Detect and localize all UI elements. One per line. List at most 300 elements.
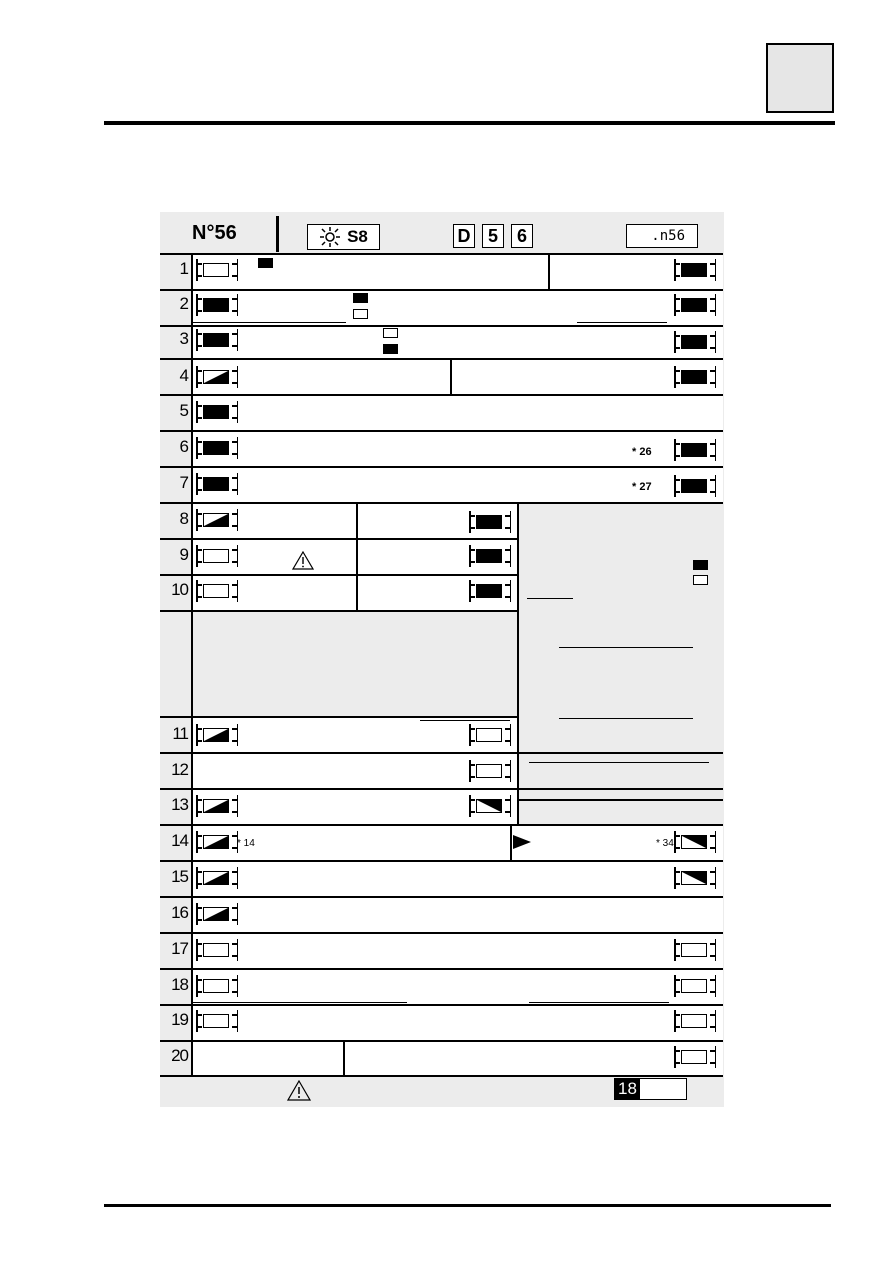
rule-line	[529, 1002, 669, 1003]
fuse-tick	[710, 298, 716, 300]
fuse-icon	[196, 903, 238, 925]
fuse-tick	[505, 561, 511, 563]
row-number: 9	[179, 545, 188, 564]
fuse-tick	[196, 477, 202, 479]
rule-line	[193, 322, 346, 323]
fuse-body	[476, 728, 502, 742]
fuse-tick	[232, 441, 238, 443]
header-divider	[276, 216, 279, 252]
rule-line	[420, 720, 510, 721]
fuse-tick	[710, 335, 716, 337]
cell-bg	[193, 897, 723, 933]
row-number: 3	[179, 329, 188, 348]
fuse-icon	[469, 545, 511, 567]
row-separator	[160, 752, 723, 754]
fuse-body	[681, 298, 707, 312]
fuse-tick	[232, 811, 238, 813]
fuse-tick	[196, 728, 202, 730]
fuse-tick	[469, 764, 475, 766]
fuse-tick	[469, 561, 475, 563]
fuse-icon	[674, 259, 716, 281]
fuse-tick	[196, 275, 202, 277]
rule-line	[529, 762, 709, 763]
fuse-tick	[710, 1050, 716, 1052]
rule-line	[445, 574, 517, 575]
fuse-tick	[232, 310, 238, 312]
corner-tab	[766, 43, 834, 113]
row-number: 13	[171, 795, 188, 814]
fuse-body	[203, 333, 229, 347]
fuse-tick	[674, 455, 680, 457]
indicator-square	[258, 258, 273, 268]
fuse-tick	[232, 979, 238, 981]
fuse-tick	[710, 443, 716, 445]
fuse-tick	[232, 477, 238, 479]
row-separator	[160, 716, 518, 718]
row-number: 11	[172, 724, 188, 743]
fuse-body	[681, 871, 707, 885]
fuse-tick	[196, 310, 202, 312]
fuse-tick	[469, 728, 475, 730]
fuse-icon	[196, 975, 238, 997]
fuse-tick	[232, 1014, 238, 1016]
fuse-tick	[469, 799, 475, 801]
fuse-tick	[505, 527, 511, 529]
row-separator	[160, 325, 723, 327]
fuse-icon	[674, 867, 716, 889]
fuse-tick	[196, 835, 202, 837]
fuse-tick	[674, 943, 680, 945]
fuse-icon	[196, 259, 238, 281]
fuse-tick	[196, 417, 202, 419]
fuse-tick	[232, 345, 238, 347]
fuse-tick	[469, 811, 475, 813]
fuse-tick	[710, 871, 716, 873]
bottom-rule	[104, 1204, 831, 1207]
fuse-tick	[710, 491, 716, 493]
page-number-box	[614, 1078, 687, 1100]
fuse-body	[203, 835, 229, 849]
fuse-tick	[674, 382, 680, 384]
fuse-tick	[232, 596, 238, 598]
row-separator	[160, 253, 723, 255]
column-divider	[517, 503, 519, 825]
fuse-tick	[232, 275, 238, 277]
fuse-icon	[674, 331, 716, 353]
row-separator	[160, 968, 723, 970]
row-number: 16	[171, 903, 188, 922]
fuse-tick	[674, 835, 680, 837]
sun-icon	[319, 227, 341, 247]
fuse-tick	[674, 847, 680, 849]
cell-bg	[193, 933, 723, 969]
fuse-tick	[674, 443, 680, 445]
fuse-tick	[674, 491, 680, 493]
fuse-tick	[232, 453, 238, 455]
fuse-body	[476, 584, 502, 598]
rule-line	[559, 718, 693, 719]
fuse-tick	[469, 515, 475, 517]
fuse-tick	[196, 979, 202, 981]
warning-triangle-icon	[292, 551, 314, 570]
fuse-tick	[196, 382, 202, 384]
row-separator	[160, 394, 723, 396]
note-row6: * 26	[632, 446, 652, 458]
fuse-body	[203, 370, 229, 384]
fuse-icon	[196, 580, 238, 602]
fuse-tick	[232, 561, 238, 563]
fuse-tick	[710, 943, 716, 945]
fuse-tick	[674, 955, 680, 957]
fuse-tick	[232, 728, 238, 730]
row-separator	[160, 788, 723, 790]
fuse-body	[681, 1014, 707, 1028]
fuse-tick	[196, 513, 202, 515]
cell-bg	[193, 290, 723, 326]
note-row14-right: * 34	[656, 838, 674, 849]
fuse-tick	[232, 883, 238, 885]
fuse-icon	[674, 366, 716, 388]
fuse-icon	[196, 509, 238, 531]
number-column-divider	[191, 254, 193, 1076]
fuse-tick	[232, 298, 238, 300]
fuse-tick	[674, 883, 680, 885]
fuse-tick	[469, 740, 475, 742]
fuse-body	[203, 477, 229, 491]
fuse-tick	[505, 728, 511, 730]
fuse-icon	[196, 831, 238, 853]
fuse-icon	[469, 760, 511, 782]
fuse-tick	[505, 776, 511, 778]
fuse-tick	[674, 310, 680, 312]
row-number: 14	[171, 831, 188, 850]
fuse-tick	[232, 382, 238, 384]
fuse-body	[681, 835, 707, 849]
rule-line	[193, 466, 356, 467]
indicator-square	[693, 560, 708, 570]
rule-line	[553, 431, 668, 432]
fuse-tick	[674, 1050, 680, 1052]
fuse-tick	[710, 382, 716, 384]
fuse-tick	[674, 871, 680, 873]
fuse-body	[476, 799, 502, 813]
fuse-tick	[674, 479, 680, 481]
fuse-body	[203, 549, 229, 563]
rule-line	[527, 598, 573, 599]
fuse-tick	[505, 740, 511, 742]
cell-bg	[193, 326, 723, 359]
fuse-icon	[196, 1010, 238, 1032]
fuse-body	[203, 871, 229, 885]
column-divider	[548, 254, 550, 290]
fuse-icon	[469, 724, 511, 746]
row-separator	[160, 932, 723, 934]
row-number: 5	[179, 401, 188, 420]
row-number: 10	[171, 580, 188, 599]
fuse-icon	[674, 475, 716, 497]
fuse-tick	[232, 513, 238, 515]
fuse-tick	[469, 596, 475, 598]
rule-line	[553, 466, 668, 467]
fuse-tick	[232, 907, 238, 909]
flag-icon	[513, 835, 531, 849]
fuse-icon	[674, 439, 716, 461]
row-separator	[160, 1004, 723, 1006]
fuse-tick	[196, 1026, 202, 1028]
fuse-body	[476, 549, 502, 563]
fuse-tick	[232, 584, 238, 586]
fuse-icon	[469, 580, 511, 602]
fuse-icon	[674, 939, 716, 961]
column-divider	[450, 359, 452, 395]
rule-line	[529, 1040, 669, 1041]
fuse-tick	[196, 907, 202, 909]
row-separator	[518, 502, 723, 504]
fuse-tick	[232, 835, 238, 837]
fuse-tick	[505, 584, 511, 586]
fuse-body	[476, 515, 502, 529]
fuse-icon	[674, 1010, 716, 1032]
fuse-body	[476, 764, 502, 778]
fuse-icon	[196, 473, 238, 495]
fuse-tick	[196, 263, 202, 265]
fuse-tick	[196, 943, 202, 945]
page-number: 18	[615, 1079, 640, 1099]
fuse-tick	[674, 275, 680, 277]
fuse-icon	[196, 939, 238, 961]
fuse-tick	[710, 479, 716, 481]
cell-bg	[193, 825, 723, 861]
fuse-body	[203, 979, 229, 993]
warning-triangle-icon	[287, 1080, 311, 1101]
fuse-icon	[674, 1046, 716, 1068]
fuse-tick	[674, 298, 680, 300]
fuse-tick	[232, 919, 238, 921]
fuse-tick	[710, 955, 716, 957]
rule-line	[577, 322, 667, 323]
fuse-tick	[710, 1062, 716, 1064]
fuse-icon	[196, 724, 238, 746]
fuse-tick	[232, 955, 238, 957]
fuse-icon	[196, 329, 238, 351]
fuse-tick	[196, 370, 202, 372]
display-code: .n56	[626, 224, 698, 248]
fuse-tick	[710, 370, 716, 372]
fuse-icon	[674, 831, 716, 853]
fuse-body	[203, 728, 229, 742]
fuse-body	[203, 298, 229, 312]
fuse-body	[681, 335, 707, 349]
fuse-body	[681, 443, 707, 457]
column-divider	[343, 1041, 345, 1076]
row-separator	[160, 610, 518, 612]
fuse-icon	[196, 437, 238, 459]
rule-line	[193, 431, 356, 432]
indicator-square	[693, 575, 708, 585]
fuse-body	[203, 943, 229, 957]
fuse-tick	[674, 347, 680, 349]
fuse-icon	[196, 545, 238, 567]
rule-line	[445, 538, 517, 539]
fuse-tick	[232, 417, 238, 419]
fuse-tick	[674, 1026, 680, 1028]
fuse-tick	[710, 310, 716, 312]
fuse-tick	[505, 515, 511, 517]
fuse-icon	[469, 511, 511, 533]
fuse-body	[681, 370, 707, 384]
fuse-tick	[196, 584, 202, 586]
fuse-tick	[196, 453, 202, 455]
fuse-tick	[196, 799, 202, 801]
column-divider	[356, 503, 358, 611]
fuse-tick	[196, 740, 202, 742]
fuse-body	[203, 263, 229, 277]
rule-line	[193, 1002, 407, 1003]
fuse-tick	[196, 525, 202, 527]
fuse-tick	[196, 405, 202, 407]
fuse-tick	[710, 835, 716, 837]
row-number: 8	[179, 509, 188, 528]
fuse-tick	[232, 489, 238, 491]
row-separator	[518, 799, 723, 801]
fuse-body	[203, 1014, 229, 1028]
sheet-number: N°56	[192, 222, 237, 244]
fuse-tick	[232, 263, 238, 265]
rule-line	[559, 647, 693, 648]
fuse-body	[681, 943, 707, 957]
fuse-tick	[710, 883, 716, 885]
fuse-tick	[674, 991, 680, 993]
fuse-tick	[505, 799, 511, 801]
note-row7: * 27	[632, 481, 652, 493]
fuse-tick	[232, 991, 238, 993]
fuse-tick	[196, 345, 202, 347]
fuse-body	[203, 907, 229, 921]
row-separator	[160, 860, 723, 862]
fuse-body	[203, 441, 229, 455]
fuse-icon	[196, 366, 238, 388]
fuse-tick	[469, 776, 475, 778]
indicator-square	[383, 344, 398, 354]
fuse-tick	[196, 489, 202, 491]
fuse-tick	[710, 979, 716, 981]
fuse-body	[681, 479, 707, 493]
fuse-tick	[196, 991, 202, 993]
row-number: 4	[179, 366, 188, 385]
d-box-2: 5	[482, 224, 504, 248]
cell-bg	[193, 861, 723, 897]
row-separator	[160, 896, 723, 898]
fuse-tick	[196, 919, 202, 921]
fuse-icon	[196, 401, 238, 423]
indicator-square	[353, 309, 368, 319]
fuse-icon	[196, 294, 238, 316]
indicator-square	[383, 328, 398, 338]
fuse-tick	[196, 883, 202, 885]
fuse-tick	[232, 333, 238, 335]
fuse-tick	[196, 298, 202, 300]
row-number: 1	[179, 259, 188, 278]
fuse-body	[203, 584, 229, 598]
fuse-tick	[196, 871, 202, 873]
fuse-tick	[710, 347, 716, 349]
fuse-tick	[232, 370, 238, 372]
sun-code: S8	[347, 227, 368, 246]
fuse-tick	[196, 596, 202, 598]
fuse-tick	[232, 525, 238, 527]
fuse-tick	[196, 1014, 202, 1016]
note-row14-left: * 14	[237, 838, 255, 849]
cell-bg	[193, 395, 723, 431]
fuse-tick	[710, 1014, 716, 1016]
fuse-body	[681, 1050, 707, 1064]
fuse-body	[203, 405, 229, 419]
fuse-tick	[505, 596, 511, 598]
fuse-tick	[674, 335, 680, 337]
d-box-1: D	[453, 224, 475, 248]
fuse-tick	[505, 764, 511, 766]
fuse-icon	[196, 867, 238, 889]
fuse-icon	[469, 795, 511, 817]
row-number: 15	[171, 867, 188, 886]
cell-bg	[193, 359, 723, 395]
row-number: 12	[171, 760, 188, 779]
row-number: 17	[171, 939, 188, 958]
row-number: 7	[179, 473, 188, 492]
d-box-3: 6	[511, 224, 533, 248]
fuse-tick	[469, 584, 475, 586]
fuse-tick	[196, 955, 202, 957]
fuse-tick	[232, 549, 238, 551]
row-separator	[160, 358, 723, 360]
fuse-tick	[469, 527, 475, 529]
fuse-tick	[710, 275, 716, 277]
fuse-tick	[196, 549, 202, 551]
fuse-tick	[196, 847, 202, 849]
fuse-tick	[505, 811, 511, 813]
fuse-tick	[232, 1026, 238, 1028]
sun-code-box	[307, 224, 380, 250]
row-separator	[518, 824, 723, 826]
cell-bg	[193, 1005, 723, 1041]
fuse-tick	[674, 1014, 680, 1016]
fuse-tick	[674, 370, 680, 372]
fuse-tick	[196, 811, 202, 813]
fuse-body	[681, 979, 707, 993]
row-number: 19	[171, 1010, 188, 1029]
fuse-tick	[710, 455, 716, 457]
cell-bg	[193, 1041, 723, 1076]
fuse-tick	[232, 740, 238, 742]
fuse-tick	[674, 979, 680, 981]
fuse-tick	[710, 263, 716, 265]
cell-bg	[193, 969, 723, 1005]
fuse-body	[681, 263, 707, 277]
fuse-tick	[196, 441, 202, 443]
column-divider	[510, 825, 512, 861]
fuse-tick	[469, 549, 475, 551]
fuse-tick	[232, 799, 238, 801]
fuse-tick	[674, 263, 680, 265]
row-number: 18	[171, 975, 188, 994]
indicator-square	[353, 293, 368, 303]
row-number: 6	[179, 437, 188, 456]
top-rule	[104, 121, 835, 125]
row-separator	[160, 289, 723, 291]
row-separator	[160, 1075, 723, 1077]
fuse-body	[203, 513, 229, 527]
fuse-tick	[710, 1026, 716, 1028]
